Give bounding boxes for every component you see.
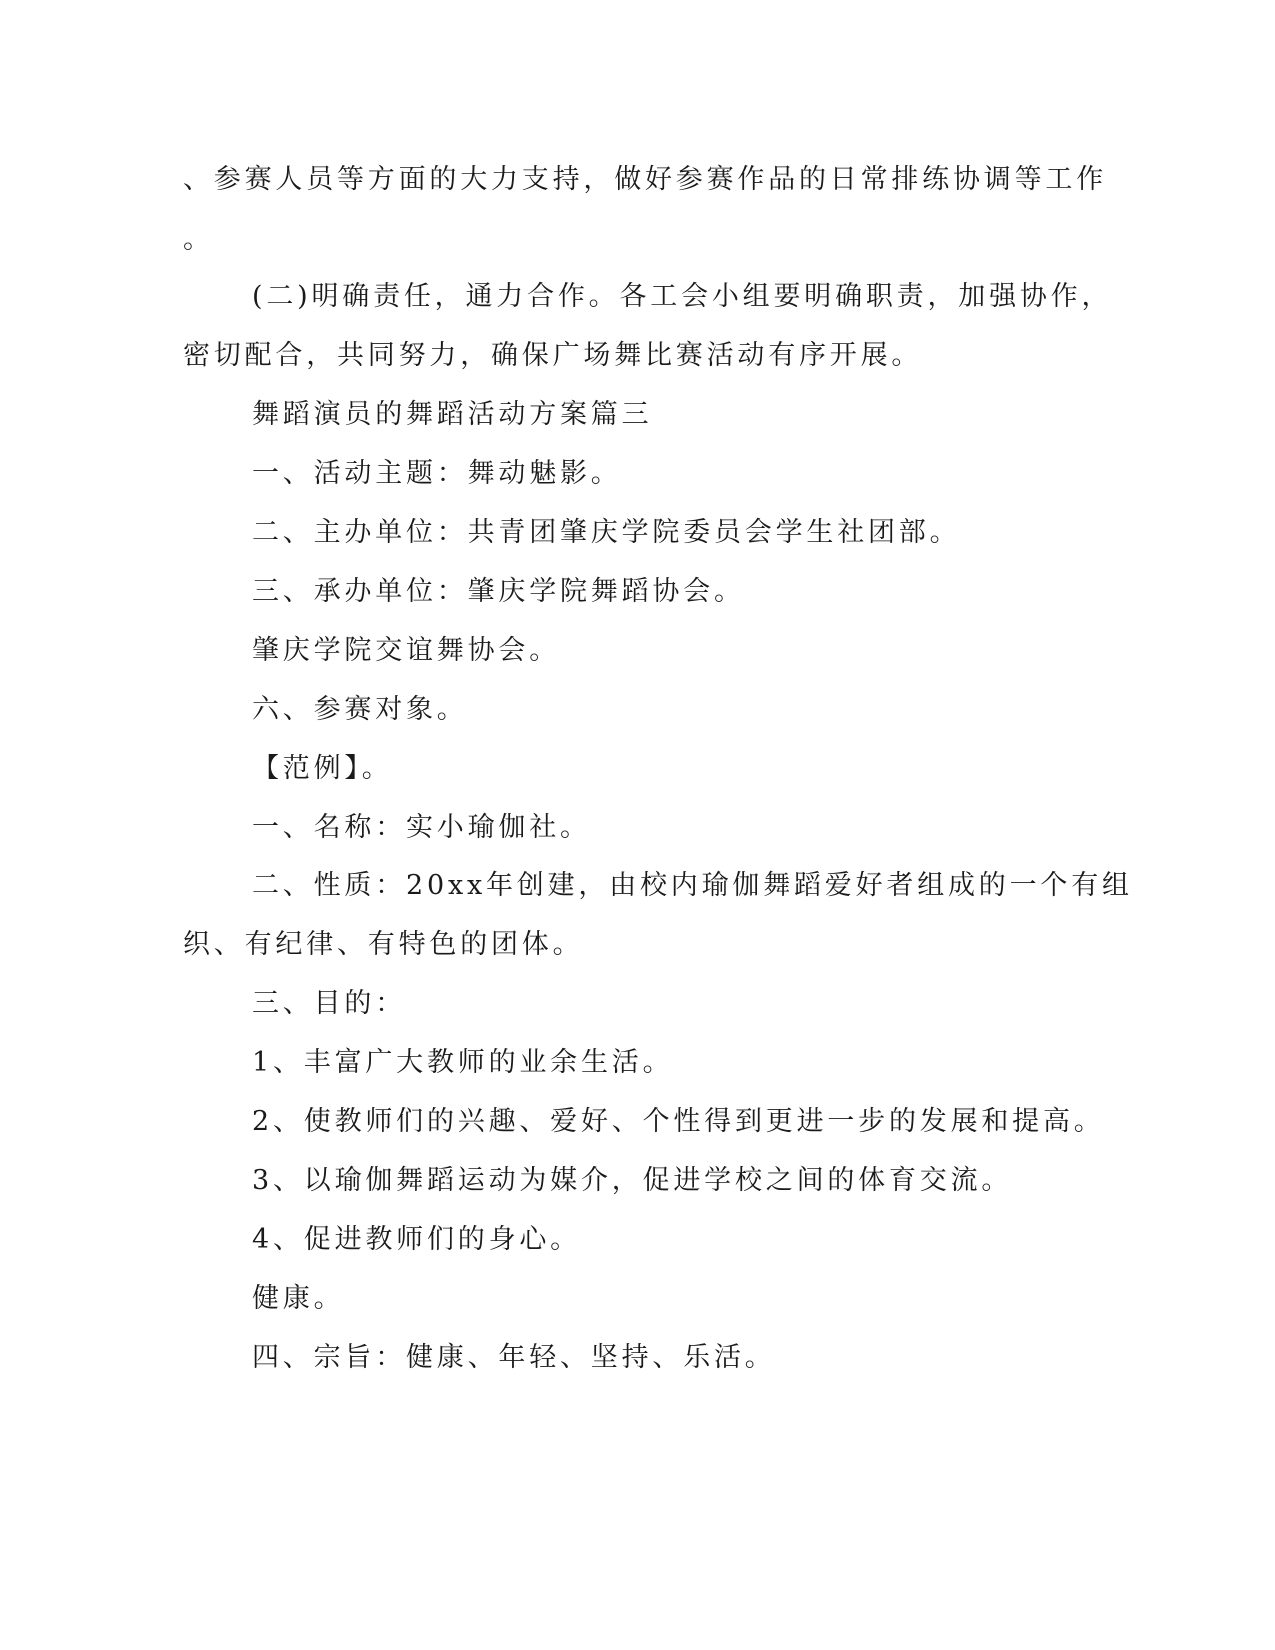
list-item: 3、以瑜伽舞蹈运动为媒介，促进学校之间的体育交流。 bbox=[252, 1165, 1013, 1196]
paragraph-line: 、参赛人员等方面的大力支持，做好参赛作品的日常排练协调等工作 bbox=[183, 164, 1107, 195]
paragraph-line: 三、目的： bbox=[252, 988, 406, 1019]
list-item: 1、丰富广大教师的业余生活。 bbox=[252, 1047, 674, 1078]
paragraph-line: 二、性质：20xx年创建，由校内瑜伽舞蹈爱好者组成的一个有组 bbox=[252, 870, 1133, 901]
section-heading: 舞蹈演员的舞蹈活动方案篇三 bbox=[252, 399, 653, 430]
paragraph-line: 一、活动主题：舞动魅影。 bbox=[252, 458, 622, 489]
paragraph-line: 【范例】。 bbox=[252, 753, 393, 784]
paragraph-line: 。 bbox=[183, 224, 214, 255]
list-item: 2、使教师们的兴趣、爱好、个性得到更进一步的发展和提高。 bbox=[252, 1106, 1105, 1137]
paragraph-line: 肇庆学院交谊舞协会。 bbox=[252, 635, 560, 666]
paragraph-line: 密切配合，共同努力，确保广场舞比赛活动有序开展。 bbox=[183, 340, 923, 371]
paragraph-line: 一、名称：实小瑜伽社。 bbox=[252, 812, 591, 843]
list-item: 4、促进教师们的身心。 bbox=[252, 1224, 581, 1255]
paragraph-line: 织、有纪律、有特色的团体。 bbox=[183, 929, 584, 960]
paragraph-line: 三、承办单位：肇庆学院舞蹈协会。 bbox=[252, 576, 745, 607]
paragraph-line: (二)明确责任，通力合作。各工会小组要明确职责，加强协作， bbox=[252, 281, 1113, 312]
paragraph-line: 二、主办单位：共青团肇庆学院委员会学生社团部。 bbox=[252, 517, 961, 548]
paragraph-line: 健康。 bbox=[252, 1283, 345, 1314]
paragraph-line: 六、参赛对象。 bbox=[252, 694, 468, 725]
paragraph-line: 四、宗旨：健康、年轻、坚持、乐活。 bbox=[252, 1342, 776, 1373]
